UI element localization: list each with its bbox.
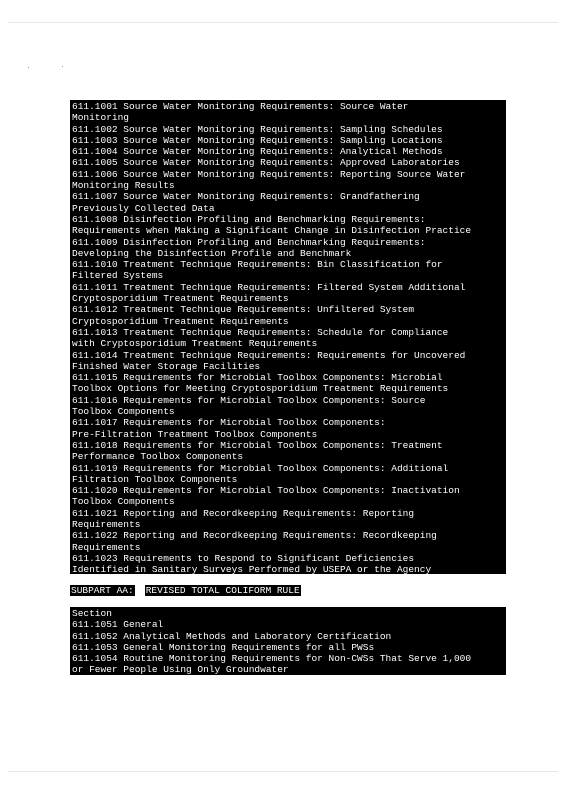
page-bottom-rule: [8, 771, 558, 772]
section-line: 611.1054 Routine Monitoring Requirements for Non-CWSs That Serve 1,000: [72, 653, 472, 665]
scan-speck: [62, 66, 63, 67]
section-line: Pre-Filtration Treatment Toolbox Components: [72, 428, 318, 440]
section-line: 611.1053 General Monitoring Requirements for all PWSs: [72, 641, 375, 653]
section-line: 611.1021 Reporting and Recordkeeping Requirements: Reporting: [72, 507, 415, 519]
section-line: 611.1017 Requirements for Microbial Toolbox Components:: [72, 417, 386, 429]
section-line: 611.1016 Requirements for Microbial Toolbox Components: Source: [72, 394, 426, 406]
subpart-section-list: [70, 607, 506, 675]
section-line: 611.1023 Requirements to Respond to Significant Deficiencies: [72, 552, 415, 564]
section-line: Filtration Toolbox Components: [72, 473, 238, 485]
section-line: 611.1008 Disinfection Profiling and Benchmarking Requirements:: [72, 213, 426, 225]
section-line: 611.1007 Source Water Monitoring Requirements: Grandfathering: [72, 191, 420, 203]
section-line: 611.1013 Treatment Technique Requirements: Schedule for Compliance: [72, 326, 449, 338]
section-line: 611.1019 Requirements for Microbial Toolbox Components: Additional: [72, 462, 449, 474]
section-line: Filtered Systems: [72, 270, 164, 282]
section-line: Requirements when Making a Significant Change in Disinfection Practice: [72, 225, 472, 237]
section-line: 611.1020 Requirements for Microbial Toolbox Components: Inactivation: [72, 485, 460, 497]
section-line: Cryptosporidium Treatment Requirements: [72, 293, 289, 305]
section-line: with Cryptosporidium Treatment Requirements: [72, 338, 318, 350]
section-line: 611.1052 Analytical Methods and Laboratory Certification: [72, 630, 392, 642]
section-line: Requirements: [72, 518, 141, 530]
section-line: 611.1022 Reporting and Recordkeeping Requirements: Recordkeeping: [72, 530, 437, 542]
section-line: 611.1012 Treatment Technique Requirements: Unfiltered System: [72, 304, 415, 316]
section-line: 611.1005 Source Water Monitoring Requirements: Approved Laboratories: [72, 157, 460, 169]
section-line: Monitoring Results: [72, 180, 175, 192]
subpart-heading: [70, 585, 301, 596]
scan-speck: [28, 67, 29, 68]
section-line: 611.1001 Source Water Monitoring Requirements: Source Water: [72, 101, 409, 112]
section-line: 611.1051 General: [72, 619, 164, 631]
section-line: 611.1002 Source Water Monitoring Requirements: Sampling Schedules: [72, 123, 443, 135]
section-line: 611.1003 Source Water Monitoring Requirements: Sampling Locations: [72, 134, 443, 146]
section-header: Section: [72, 608, 112, 619]
section-line: Finished Water Storage Facilities: [72, 360, 261, 372]
section-line: 611.1009 Disinfection Profiling and Benchmarking Requirements:: [72, 236, 426, 248]
section-line: 611.1015 Requirements for Microbial Toolbox Components: Microbial: [72, 372, 443, 384]
section-line: Identified in Sanitary Surveys Performed by USEPA or the Agency: [72, 564, 432, 574]
subpart-label: SUBPART AA:: [71, 585, 134, 596]
section-line: 611.1004 Source Water Monitoring Requirements: Analytical Methods: [72, 146, 443, 158]
section-line: Monitoring: [72, 112, 130, 124]
section-line: Developing the Disinfection Profile and Benchmark: [72, 247, 352, 259]
section-line: 611.1011 Treatment Technique Requirements: Filtered System Additional: [72, 281, 466, 293]
section-line: Performance Toolbox Components: [72, 451, 244, 463]
section-line: Toolbox Components: [72, 496, 175, 508]
section-line: Requirements: [72, 541, 141, 553]
section-line: 611.1014 Treatment Technique Requirements: Requirements for Uncovered: [72, 349, 466, 361]
section-line: Toolbox Options for Meeting Cryptosporidium Treatment Requirements: [72, 383, 449, 395]
subpart-title: REVISED TOTAL COLIFORM RULE: [145, 585, 300, 596]
section-list-block: [70, 100, 506, 574]
section-line: Previously Collected Data: [72, 202, 215, 214]
section-line: Toolbox Components: [72, 406, 175, 418]
section-line: 611.1010 Treatment Technique Requirements: Bin Classification for: [72, 259, 443, 271]
section-line: Cryptosporidium Treatment Requirements: [72, 315, 289, 327]
section-line: or Fewer People Using Only Groundwater: [72, 664, 289, 675]
section-line: 611.1018 Requirements for Microbial Toolbox Components: Treatment: [72, 439, 443, 451]
section-line: 611.1006 Source Water Monitoring Requirements: Reporting Source Water: [72, 168, 466, 180]
page-top-rule: [8, 22, 558, 23]
